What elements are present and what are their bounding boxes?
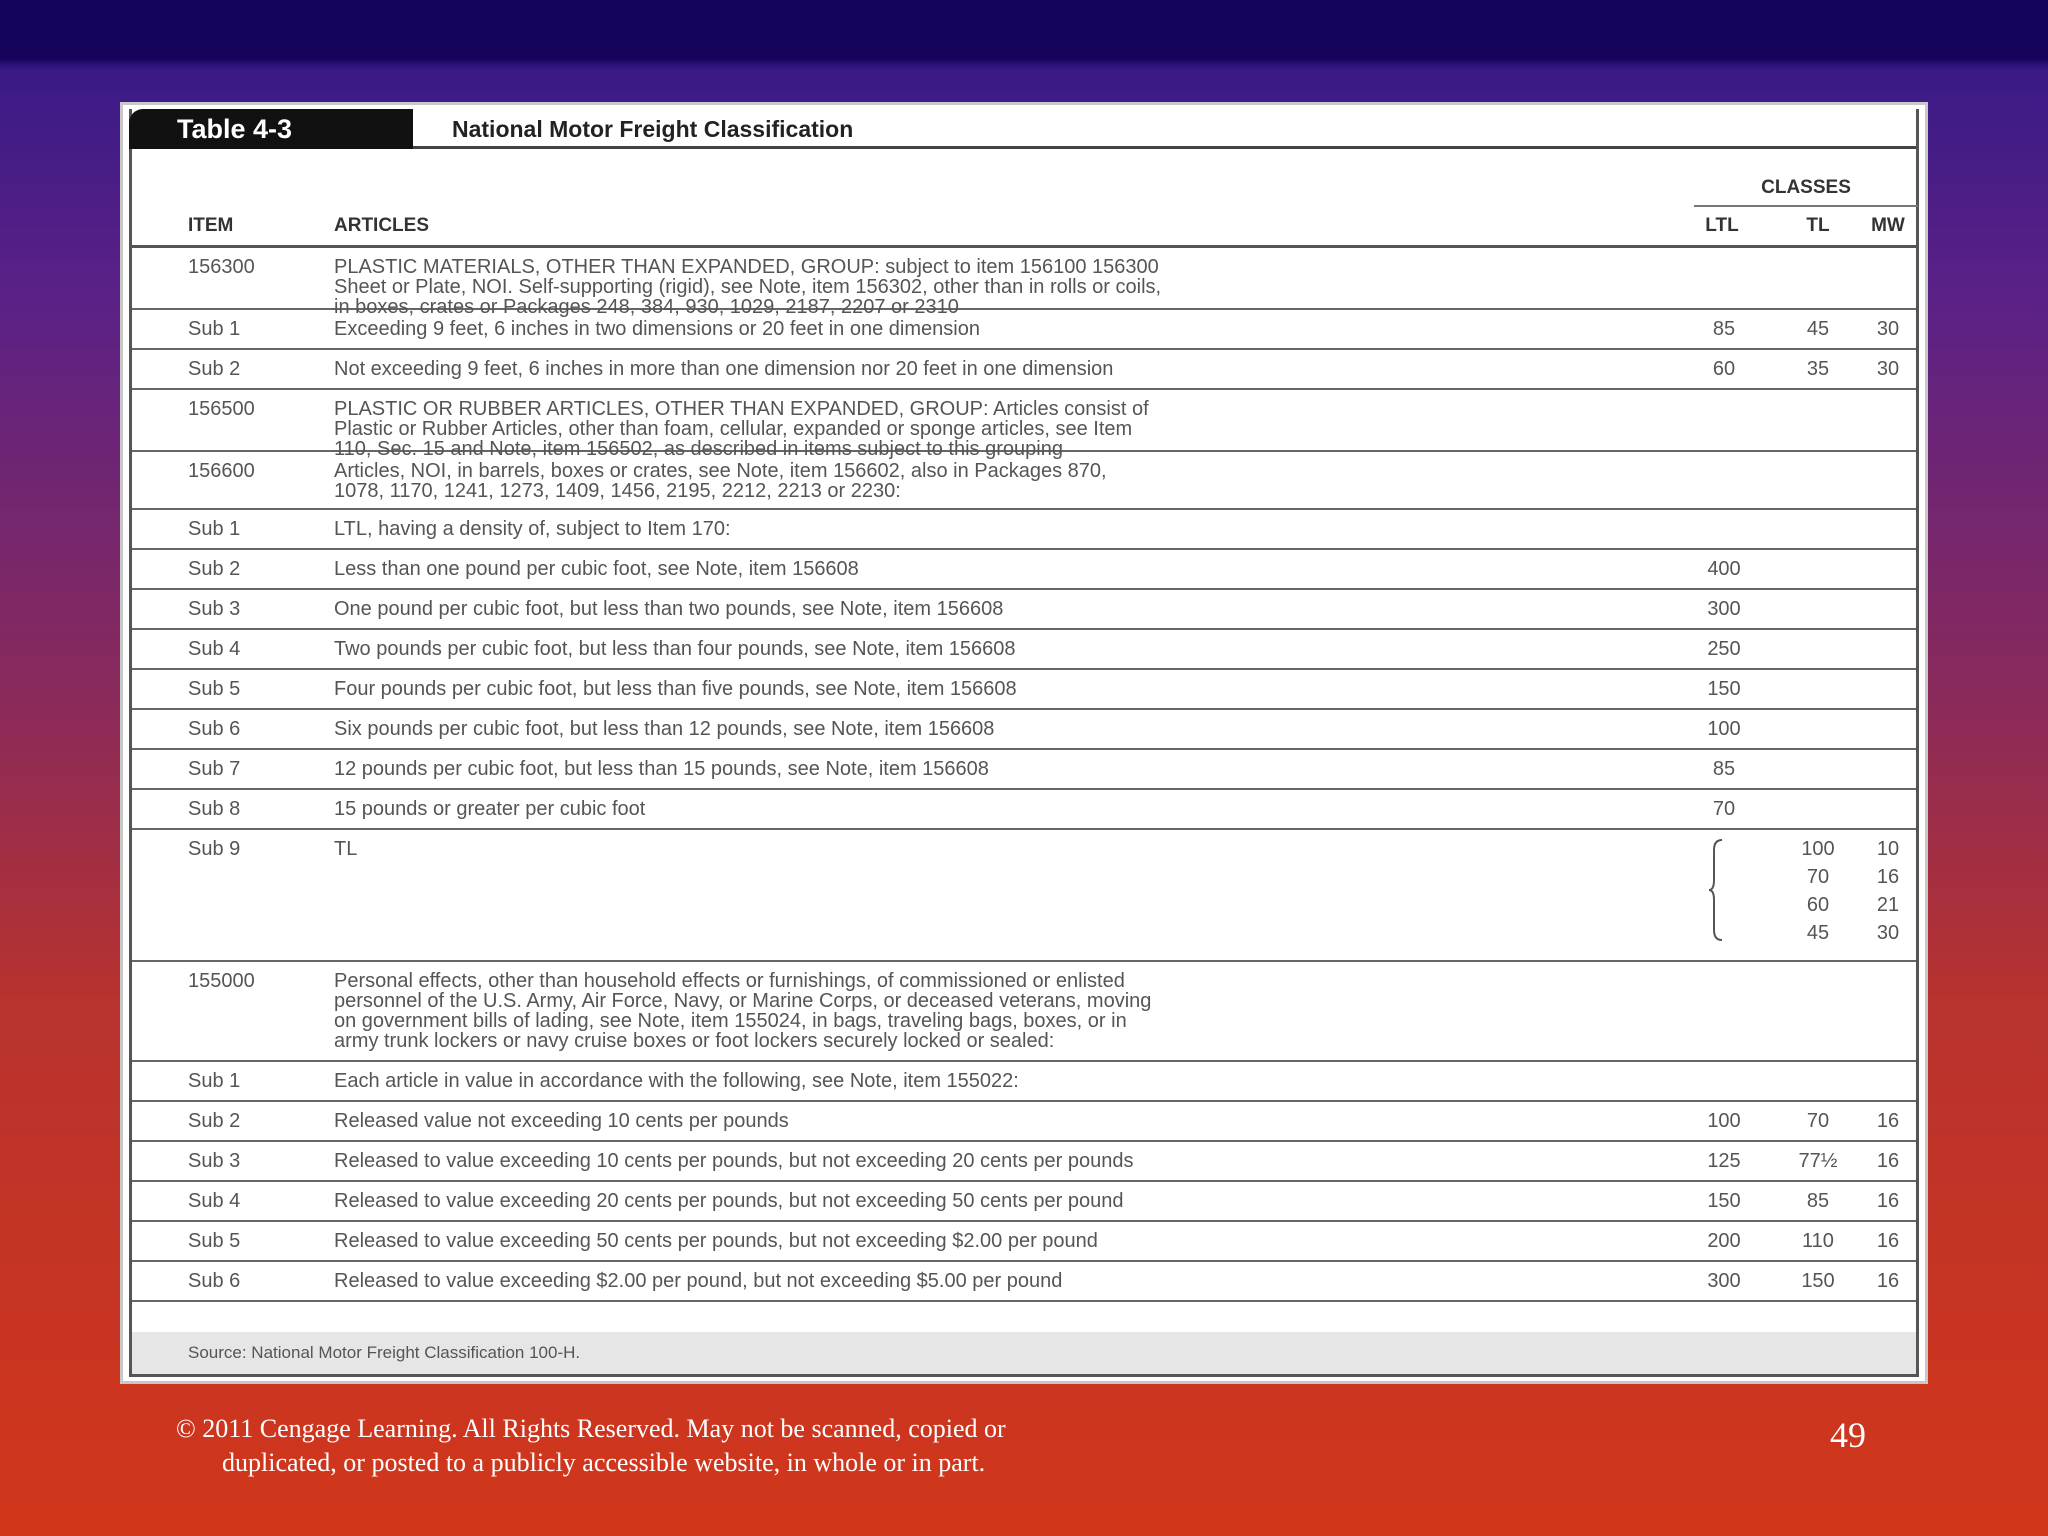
row-item: Sub 4 bbox=[188, 1190, 241, 1212]
row-ltl: 300 bbox=[1707, 1270, 1741, 1292]
table-title: National Motor Freight Classification bbox=[452, 116, 854, 142]
table-row bbox=[132, 1182, 1916, 1222]
row-item: Sub 8 bbox=[188, 798, 241, 820]
row-tl-value: 45 bbox=[1806, 922, 1830, 944]
table-title-row bbox=[132, 109, 1916, 149]
row-mw-value: 10 bbox=[1876, 838, 1900, 860]
table-row bbox=[132, 962, 1916, 1062]
row-article: Released to value exceeding 10 cents per pounds, but not exceeding 20 cents per pounds bbox=[334, 1150, 1134, 1172]
row-tl: 70 bbox=[1806, 1110, 1830, 1132]
row-item: Sub 5 bbox=[188, 678, 241, 700]
row-ltl: 85 bbox=[1712, 758, 1736, 780]
table-row bbox=[132, 790, 1916, 830]
table-row bbox=[132, 510, 1916, 550]
row-article: LTL, having a density of, subject to Item 170: bbox=[334, 518, 731, 540]
row-item: Sub 7 bbox=[188, 758, 241, 780]
copyright-notice bbox=[176, 1412, 1276, 1480]
table-row bbox=[132, 830, 1916, 962]
row-tl-list bbox=[1782, 839, 1854, 951]
row-tl: 35 bbox=[1806, 358, 1830, 380]
row-article: Not exceeding 9 feet, 6 inches in more than one dimension nor 20 feet in one dimension bbox=[334, 358, 1114, 380]
row-article: Released value not exceeding 10 cents per pounds bbox=[334, 1110, 789, 1132]
row-ltl: 150 bbox=[1707, 678, 1741, 700]
row-article: Exceeding 9 feet, 6 inches in two dimensions or 20 feet in one dimension bbox=[334, 318, 980, 340]
row-ltl: 200 bbox=[1707, 1230, 1741, 1252]
row-ltl: 70 bbox=[1712, 798, 1736, 820]
row-article: Personal effects, other than household effects or furnishings, of commissioned or enlisted personnel of the U.S. Army, Air Force, Navy, or Marine Corps, or deceased veterans, moving on government bills of lading, see Note, item 155024, in bags, traveling bags, boxes, or in army trunk lockers or navy cruise boxes or foot lockers securely locked or sealed: bbox=[334, 970, 1152, 1052]
row-mw: 30 bbox=[1876, 318, 1900, 340]
row-ltl: 100 bbox=[1707, 718, 1741, 740]
row-article: PLASTIC MATERIALS, OTHER THAN EXPANDED, GROUP: subject to item 156100 156300 Sheet or Plate, NOI. Self-supporting (rigid), see Note, item 156302, other than in rolls or coils, in boxes, crates or Packages 248, 384, 930, 1029, 2187, 2207 or 2310 bbox=[334, 256, 1162, 318]
row-tl: 77½ bbox=[1798, 1150, 1838, 1172]
row-article: Each article in value in accordance with the following, see Note, item 155022: bbox=[334, 1070, 1019, 1092]
row-article: Articles, NOI, in barrels, boxes or crates, see Note, item 156602, also in Packages 870, 1078, 1170, 1241, 1273, 1409, 1456, 2195, 2212, 2213 or 2230: bbox=[334, 460, 1107, 502]
row-mw-list bbox=[1852, 839, 1924, 951]
classes-header: CLASSES bbox=[1761, 177, 1851, 198]
row-item: Sub 2 bbox=[188, 558, 241, 580]
row-ltl: 300 bbox=[1707, 598, 1741, 620]
row-item: Sub 6 bbox=[188, 1270, 241, 1292]
row-article: Released to value exceeding $2.00 per pound, but not exceeding $5.00 per pound bbox=[334, 1270, 1063, 1292]
row-ltl: 250 bbox=[1707, 638, 1741, 660]
row-item: Sub 2 bbox=[188, 358, 241, 380]
row-article: Two pounds per cubic foot, but less than four pounds, see Note, item 156608 bbox=[334, 638, 1016, 660]
row-tl: 150 bbox=[1801, 1270, 1835, 1292]
table-row bbox=[132, 1142, 1916, 1182]
table-row bbox=[132, 1222, 1916, 1262]
row-mw: 16 bbox=[1876, 1270, 1900, 1292]
row-tl-value: 100 bbox=[1801, 838, 1835, 860]
row-item: Sub 3 bbox=[188, 1150, 241, 1172]
row-mw: 30 bbox=[1876, 358, 1900, 380]
row-item: Sub 5 bbox=[188, 1230, 241, 1252]
row-ltl: 400 bbox=[1707, 558, 1741, 580]
row-item: Sub 1 bbox=[188, 318, 241, 340]
row-mw: 16 bbox=[1876, 1190, 1900, 1212]
row-mw: 16 bbox=[1876, 1110, 1900, 1132]
classes-rule bbox=[1694, 205, 1918, 207]
header-articles: ARTICLES bbox=[334, 215, 429, 236]
brace-icon bbox=[1708, 838, 1724, 942]
header-ltl: LTL bbox=[1705, 215, 1739, 236]
row-ltl: 60 bbox=[1712, 358, 1736, 380]
row-tl: 45 bbox=[1806, 318, 1830, 340]
row-ltl: 85 bbox=[1712, 318, 1736, 340]
header-item: ITEM bbox=[188, 215, 234, 236]
row-mw-value: 16 bbox=[1876, 866, 1900, 888]
row-mw-value: 30 bbox=[1876, 922, 1900, 944]
row-item: 155000 bbox=[188, 970, 255, 992]
table-panel bbox=[120, 102, 1928, 1384]
row-item: 156300 bbox=[188, 256, 255, 278]
copyright-line-1: © 2011 Cengage Learning. All Rights Reserved. May not be scanned, copied or bbox=[176, 1414, 1006, 1443]
row-mw-value: 21 bbox=[1876, 894, 1900, 916]
row-article: One pound per cubic foot, but less than two pounds, see Note, item 156608 bbox=[334, 598, 1004, 620]
table-body bbox=[132, 248, 1916, 1302]
row-item: Sub 6 bbox=[188, 718, 241, 740]
table-label: Table 4-3 bbox=[129, 109, 413, 149]
row-tl: 110 bbox=[1802, 1230, 1834, 1252]
table-row bbox=[132, 630, 1916, 670]
page-number: 49 bbox=[1830, 1415, 1866, 1455]
header-tl: TL bbox=[1806, 215, 1830, 236]
row-item: Sub 9 bbox=[188, 838, 241, 860]
row-item: Sub 4 bbox=[188, 638, 241, 660]
row-article: PLASTIC OR RUBBER ARTICLES, OTHER THAN EXPANDED, GROUP: Articles consist of Plastic or Rubber Articles, other than foam, cellular, expanded or sponge articles, see Item 110, Sec. 15 and Note, item 156502, as described in items subject to this grouping bbox=[334, 398, 1149, 460]
row-item: Sub 3 bbox=[188, 598, 241, 620]
table-row bbox=[132, 550, 1916, 590]
table-row bbox=[132, 1062, 1916, 1102]
row-tl-value: 70 bbox=[1806, 866, 1830, 888]
row-article: Four pounds per cubic foot, but less than five pounds, see Note, item 156608 bbox=[334, 678, 1017, 700]
row-ltl: 125 bbox=[1707, 1150, 1741, 1172]
table-row bbox=[132, 1262, 1916, 1302]
row-tl: 85 bbox=[1806, 1190, 1830, 1212]
row-mw: 16 bbox=[1876, 1150, 1900, 1172]
row-ltl: 150 bbox=[1707, 1190, 1741, 1212]
table-row bbox=[132, 452, 1916, 510]
table-row bbox=[132, 310, 1916, 350]
row-item: 156500 bbox=[188, 398, 255, 420]
copyright-line-2: duplicated, or posted to a publicly accessible website, in whole or in part. bbox=[222, 1448, 986, 1477]
row-article: Six pounds per cubic foot, but less than 12 pounds, see Note, item 156608 bbox=[334, 718, 995, 740]
table-row bbox=[132, 670, 1916, 710]
row-article: Released to value exceeding 50 cents per pounds, but not exceeding $2.00 per pound bbox=[334, 1230, 1098, 1252]
row-tl-value: 60 bbox=[1806, 894, 1830, 916]
table-row bbox=[132, 710, 1916, 750]
table-row bbox=[132, 1102, 1916, 1142]
table-source: Source: National Motor Freight Classification 100-H. bbox=[132, 1332, 1916, 1374]
row-mw: 16 bbox=[1876, 1230, 1900, 1252]
row-article: 12 pounds per cubic foot, but less than 15 pounds, see Note, item 156608 bbox=[334, 758, 989, 780]
row-ltl: 100 bbox=[1707, 1110, 1741, 1132]
header-mw: MW bbox=[1871, 215, 1905, 236]
table-header bbox=[132, 149, 1916, 249]
row-item: 156600 bbox=[188, 460, 255, 482]
table-row bbox=[132, 248, 1916, 318]
row-item: Sub 1 bbox=[188, 1070, 241, 1092]
slide-top-bar bbox=[0, 0, 2048, 60]
row-article: Released to value exceeding 20 cents per pounds, but not exceeding 50 cents per pound bbox=[334, 1190, 1124, 1212]
row-article: Less than one pound per cubic foot, see Note, item 156608 bbox=[334, 558, 859, 580]
table-row bbox=[132, 350, 1916, 390]
row-article: TL bbox=[334, 838, 358, 860]
table-frame bbox=[129, 109, 1919, 1377]
table-row bbox=[132, 590, 1916, 630]
row-article: 15 pounds or greater per cubic foot bbox=[334, 798, 646, 820]
row-item: Sub 2 bbox=[188, 1110, 241, 1132]
table-row bbox=[132, 750, 1916, 790]
table-row bbox=[132, 390, 1916, 460]
row-item: Sub 1 bbox=[188, 518, 241, 540]
